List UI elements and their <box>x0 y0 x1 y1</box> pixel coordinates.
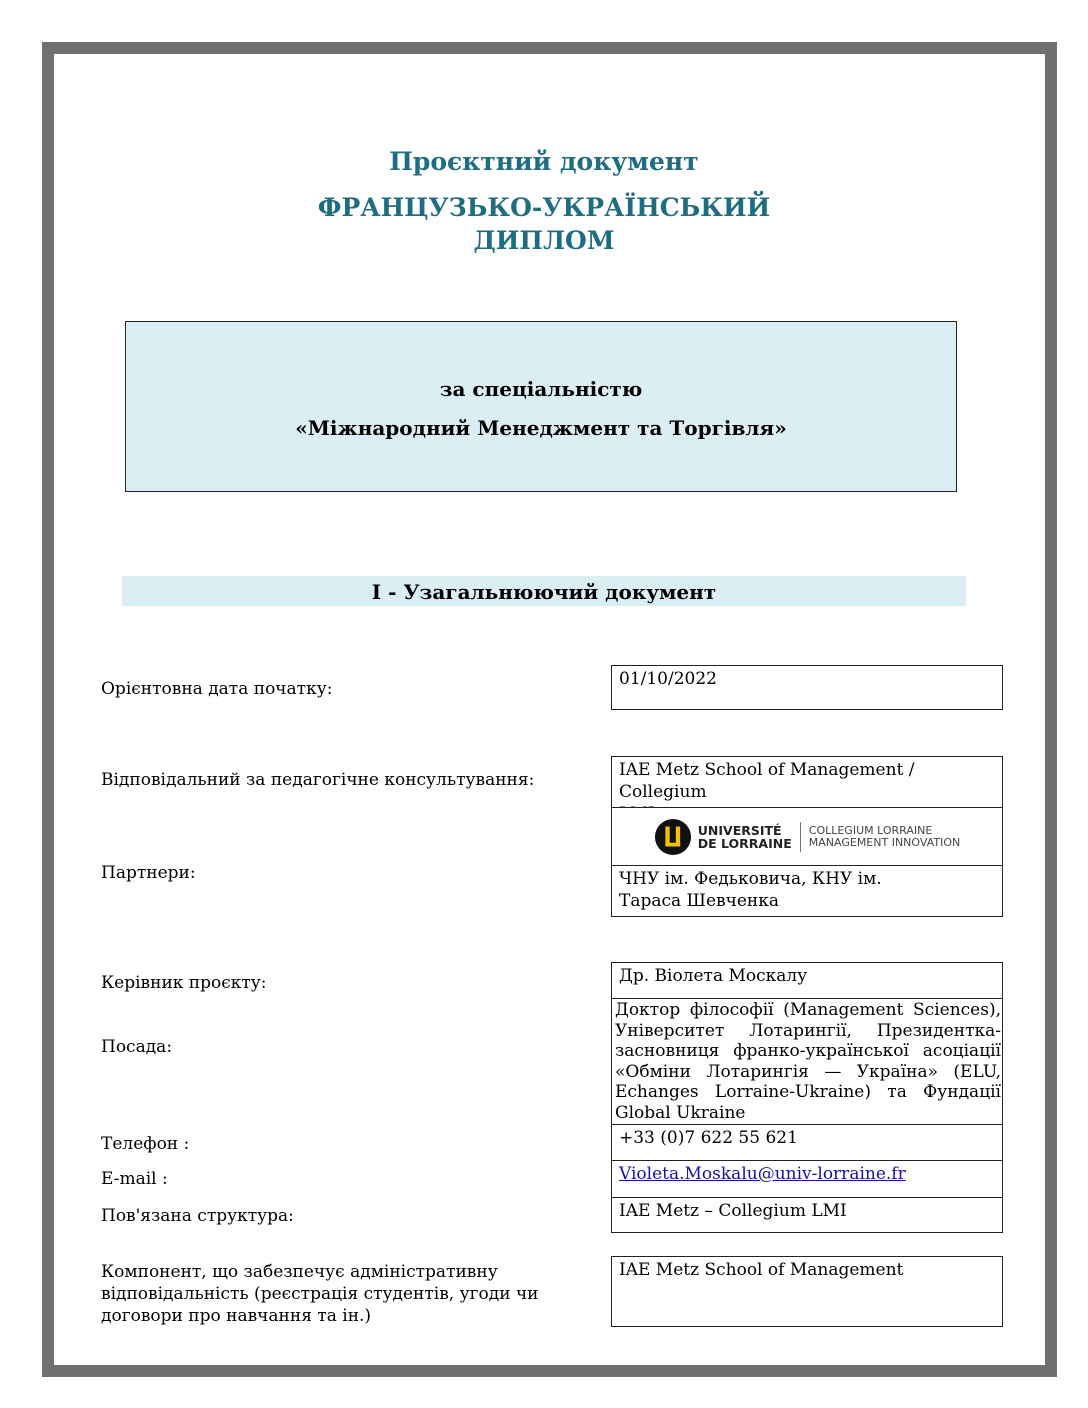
ul-logo-line2: DE LORRAINE <box>697 835 792 851</box>
pedagogical-value-line1: IAE Metz School of Management / Collegium <box>619 760 915 802</box>
partners-field <box>611 865 1003 917</box>
admin-label-line2: відповідальність (реєстрація студентів, угоди чи <box>101 1284 539 1304</box>
collegium-logo-text <box>809 825 960 849</box>
section-heading: I - Узагальнюючий документ <box>122 576 966 606</box>
admin-component-value: IAE Metz School of Management <box>619 1260 904 1280</box>
project-lead-value: Др. Віолета Москалу <box>619 966 808 986</box>
partners-value-line1: ЧНУ ім. Федьковича, КНУ ім. <box>619 869 882 889</box>
phone-value: +33 (0)7 622 55 621 <box>619 1128 798 1148</box>
related-structure-label: Пов'язана структура: <box>101 1206 294 1226</box>
position-line-2: Університет Лотарингії, Президентка- <box>615 1020 1001 1041</box>
position-field <box>611 998 1003 1125</box>
specialty-box <box>125 321 957 492</box>
subtitle-line-2: ДИПЛОМ <box>473 226 615 255</box>
ul-logo-text <box>698 824 792 850</box>
admin-component-label <box>101 1261 539 1327</box>
admin-label-line1: Компонент, що забезпечує адміністративну <box>101 1262 498 1282</box>
related-structure-field <box>611 1197 1003 1233</box>
project-lead-field <box>611 962 1003 999</box>
email-label: E-mail : <box>101 1169 168 1189</box>
partners-label: Партнери: <box>101 863 196 883</box>
position-line-3: засновниця франко-української асоціації <box>615 1041 1001 1061</box>
document-title: Проєктний документ <box>389 147 699 176</box>
start-date-value: 01/10/2022 <box>619 669 717 689</box>
admin-component-field <box>611 1256 1003 1327</box>
position-line-4: «Обміни Лотарингія — Україна» (ELU, <box>615 1061 1001 1082</box>
subtitle-line-1: ФРАНЦУЗЬКО-УКРАЇНСЬКИЙ <box>317 193 771 222</box>
pedagogical-label: Відповідальний за педагогічне консультування: <box>101 770 535 790</box>
collegium-line1: COLLEGIUM LORRAINE <box>808 823 933 837</box>
universite-de-lorraine-logo <box>612 808 1002 865</box>
phone-label: Телефон : <box>101 1134 190 1154</box>
project-lead-label: Керівник проєкту: <box>101 973 267 993</box>
specialty-name: «Міжнародний Менеджмент та Торгівля» <box>295 416 787 440</box>
partners-logo-cell <box>611 807 1003 866</box>
phone-field <box>611 1124 1003 1161</box>
pedagogical-field <box>611 756 1003 808</box>
partners-value-line2: Тараса Шевченка <box>619 891 779 911</box>
email-link[interactable]: Violeta.Moskalu@univ-lorraine.fr <box>619 1164 906 1184</box>
start-date-label: Орієнтовна дата початку: <box>101 679 333 699</box>
ul-logo-line1: UNIVERSITÉ <box>697 822 782 838</box>
position-line-5: Echanges Lorraine-Ukraine) та Фундації <box>615 1082 1001 1102</box>
related-structure-value: IAE Metz – Collegium LMI <box>619 1201 847 1221</box>
admin-label-line3: договори про навчання та ін.) <box>101 1306 372 1326</box>
position-line-6: Global Ukraine <box>615 1102 746 1123</box>
position-line-1: Доктор філософії (Management Sciences), <box>615 1000 1001 1020</box>
document-subtitle <box>0 191 1088 257</box>
start-date-field <box>611 665 1003 710</box>
specialty-intro: за спеціальністю <box>439 377 643 401</box>
ul-logo-icon <box>654 818 692 856</box>
logo-separator <box>800 822 801 852</box>
collegium-line2: MANAGEMENT INNOVATION <box>808 835 961 849</box>
position-label: Посада: <box>101 1037 173 1057</box>
email-field <box>611 1160 1003 1198</box>
